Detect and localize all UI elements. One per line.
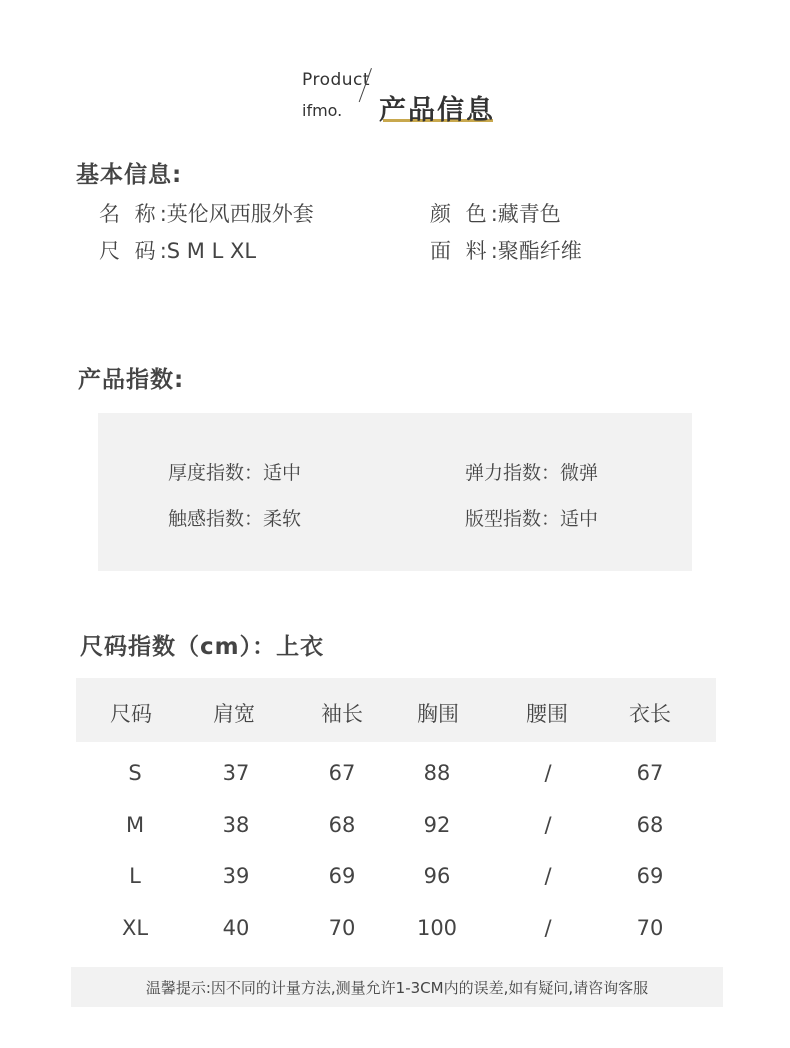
info-size-sep: :	[159, 239, 167, 263]
info-fabric-sep: :	[490, 239, 498, 263]
table-cell: /	[544, 864, 552, 888]
size-table-title: 尺码指数（cm）：上衣	[80, 634, 325, 660]
info-size-value: S M L XL	[166, 239, 257, 263]
table-cell: 70	[636, 916, 664, 940]
table-cell: 92	[423, 813, 451, 837]
table-cell: 88	[423, 761, 451, 785]
info-fabric-row	[430, 235, 582, 265]
info-name-key: 名 称	[99, 202, 160, 226]
table-cell: /	[544, 813, 552, 837]
table-cell: 38	[222, 813, 250, 837]
info-fabric-value: 聚酯纤维	[497, 239, 582, 263]
table-cell: 67	[328, 761, 356, 785]
table-cell: M	[125, 813, 145, 837]
info-size-row	[99, 235, 256, 265]
info-color-row	[430, 198, 561, 228]
info-color-value: 藏青色	[497, 202, 561, 226]
table-cell: 37	[222, 761, 250, 785]
info-fabric-key: 面 料	[430, 239, 491, 263]
header-cell-chest: 胸围	[417, 702, 459, 726]
table-cell: S	[128, 761, 142, 785]
header-cell-size: 尺码	[110, 702, 152, 726]
size-table-header	[76, 678, 716, 742]
product-index-title: 产品指数:	[78, 367, 185, 393]
table-cell: 69	[328, 864, 356, 888]
table-cell: XL	[121, 916, 149, 940]
notice-bar	[71, 967, 723, 1007]
table-cell: 69	[636, 864, 664, 888]
info-name-row	[99, 198, 314, 228]
table-cell: 39	[222, 864, 250, 888]
table-cell: /	[544, 761, 552, 785]
header-cell-shoulder: 肩宽	[213, 702, 255, 726]
table-cell: 100	[416, 916, 458, 940]
page-title: 产品信息	[379, 95, 495, 126]
info-name-sep: :	[159, 202, 167, 226]
header-ifmo-label: ifmo.	[302, 101, 343, 120]
table-cell: 96	[423, 864, 451, 888]
info-color-key: 颜 色	[430, 202, 491, 226]
table-cell: 68	[328, 813, 356, 837]
fit-index: 版型指数：适中	[465, 508, 599, 530]
touch-index: 触感指数：柔软	[168, 508, 302, 530]
table-cell: 40	[222, 916, 250, 940]
header-cell-length: 衣长	[629, 702, 671, 726]
thickness-index: 厚度指数：适中	[168, 462, 302, 484]
elasticity-index: 弹力指数：微弹	[465, 462, 599, 484]
table-cell: 68	[636, 813, 664, 837]
header-cell-sleeve: 袖长	[321, 702, 363, 726]
table-cell: 67	[636, 761, 664, 785]
table-cell: /	[544, 916, 552, 940]
info-size-key: 尺 码	[99, 239, 160, 263]
basic-info-title: 基本信息:	[76, 162, 183, 188]
header-cell-waist: 腰围	[526, 702, 568, 726]
header-product-label: Product	[302, 70, 371, 90]
product-index-panel	[98, 413, 692, 571]
info-color-sep: :	[490, 202, 498, 226]
table-cell: L	[129, 864, 141, 888]
info-name-value: 英伦风西服外套	[166, 202, 314, 226]
notice-text: 温馨提示:因不同的计量方法,测量允许1-3CM内的误差,如有疑问,请咨询客服	[145, 979, 649, 997]
table-cell: 70	[328, 916, 356, 940]
